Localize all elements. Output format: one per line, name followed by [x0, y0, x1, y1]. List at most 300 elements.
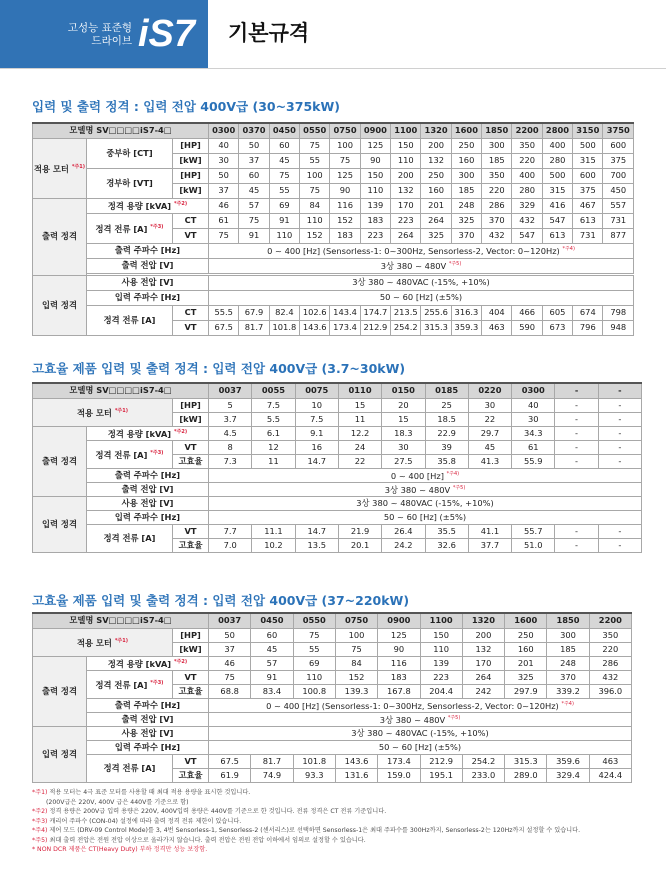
- input-frequency-value: 50 ~ 60 [Hz] (±5%): [209, 290, 634, 305]
- vt-label: VT: [173, 754, 209, 768]
- input-current-vt-row: [33, 754, 632, 768]
- value-cell: 21.9: [338, 524, 381, 538]
- capacity-label: 정격 용량 [kVA] $^{*주2)}$: [87, 656, 209, 670]
- brand-logo: iS7: [138, 13, 196, 55]
- value-cell: 467: [573, 198, 603, 213]
- output-voltage-label: 출력 전압 [V]: [87, 482, 209, 496]
- value-cell: 547: [542, 213, 572, 228]
- value-cell: 3.7: [209, 412, 252, 426]
- value-cell: 404: [482, 305, 512, 320]
- value-cell: 24.2: [382, 538, 425, 552]
- value-cell: 46: [209, 656, 251, 670]
- value-cell: -: [555, 426, 598, 440]
- value-cell: 325: [505, 670, 547, 684]
- value-cell: 27.5: [382, 454, 425, 468]
- model-cell: 0300: [209, 123, 239, 138]
- value-cell: -: [555, 412, 598, 426]
- model-label: 모델명 SV□□□□iS7-4□: [33, 123, 209, 138]
- value-cell: -: [598, 412, 641, 426]
- output-frequency-value: 0 ~ 400 [Hz] $^{*주4)}$: [209, 468, 642, 482]
- value-cell: 280: [512, 183, 542, 198]
- vt-label: VT: [173, 670, 209, 684]
- value-cell: 51.0: [512, 538, 555, 552]
- input-frequency-label: 입력 주파수 [Hz]: [87, 290, 209, 305]
- value-cell: 139: [420, 656, 462, 670]
- value-cell: 125: [378, 628, 420, 642]
- rated-current-label: 정격 전류 [A] $^{*주3)}$: [87, 440, 173, 468]
- value-cell: 110: [293, 670, 335, 684]
- value-cell: 255.6: [421, 305, 451, 320]
- value-cell: 7.3: [209, 454, 252, 468]
- value-cell: 424.4: [589, 768, 631, 782]
- model-header-row: [33, 383, 642, 398]
- model-cell: 0185: [425, 383, 468, 398]
- output-voltage-label: 출력 전압 [V]: [87, 712, 209, 726]
- output-frequency-row: [33, 243, 634, 258]
- group-applied-motor: 적용 모터 $^{*주1)}$: [33, 628, 173, 656]
- value-cell: 18.3: [382, 426, 425, 440]
- input-voltage-value: 3상 380 ~ 480VAC (-15%, +10%): [209, 275, 634, 290]
- value-cell: 7.0: [209, 538, 252, 552]
- value-cell: 74.9: [251, 768, 293, 782]
- model-cell: 1850: [547, 613, 589, 628]
- value-cell: 152: [335, 670, 377, 684]
- input-voltage-row: [33, 726, 632, 740]
- value-cell: 370: [547, 670, 589, 684]
- output-frequency-label: 출력 주파수 [Hz]: [87, 243, 209, 258]
- value-cell: 7.5: [295, 412, 338, 426]
- value-cell: 183: [378, 670, 420, 684]
- current-vt-row: [33, 670, 632, 684]
- capacity-row: [33, 198, 634, 213]
- value-cell: 248: [547, 656, 589, 670]
- value-cell: 37.7: [468, 538, 511, 552]
- value-cell: 463: [589, 754, 631, 768]
- value-cell: 174.7: [360, 305, 390, 320]
- value-cell: 22: [468, 412, 511, 426]
- footnotes: [32, 788, 642, 855]
- rated-current-label: 정격 전류 [A] $^{*주3)}$: [87, 213, 173, 243]
- value-cell: 26.4: [382, 524, 425, 538]
- rated-current-label: 정격 전류 [A] $^{*주3)}$: [87, 670, 173, 698]
- input-current-ct-row: [33, 305, 634, 320]
- value-cell: 6.1: [252, 426, 295, 440]
- value-cell: 7.5: [252, 398, 295, 412]
- output-frequency-value: 0 ~ 400 [Hz] (Sensorless-1: 0~300Hz, Sensorless-2, Vector: 0~120Hz) $^{*주4)}$: [209, 698, 632, 712]
- output-frequency-row: [33, 468, 642, 482]
- vt-label: VT: [173, 524, 209, 538]
- value-cell: 183: [360, 213, 390, 228]
- value-cell: 30: [382, 440, 425, 454]
- current-ct-row: [33, 213, 634, 228]
- value-cell: 139: [360, 198, 390, 213]
- output-voltage-row: [33, 712, 632, 726]
- value-cell: 370: [451, 228, 481, 243]
- value-cell: 289.0: [505, 768, 547, 782]
- value-cell: 83.4: [251, 684, 293, 698]
- ct-label: CT: [173, 213, 209, 228]
- value-cell: -: [598, 524, 641, 538]
- value-cell: 359.3: [451, 320, 481, 335]
- value-cell: 55: [300, 153, 330, 168]
- motor-hp-row: [33, 398, 642, 412]
- value-cell: 90: [360, 153, 390, 168]
- value-cell: 132: [421, 153, 451, 168]
- model-cell: 0750: [330, 123, 360, 138]
- model-cell: 1320: [462, 613, 504, 628]
- value-cell: 15: [382, 412, 425, 426]
- value-cell: 11: [338, 412, 381, 426]
- group-input-rating: 입력 정격: [33, 275, 87, 335]
- value-cell: 300: [547, 628, 589, 642]
- unit-kw: [kW]: [173, 183, 209, 198]
- value-cell: 75: [300, 183, 330, 198]
- value-cell: 75: [269, 168, 299, 183]
- output-voltage-row: [33, 482, 642, 496]
- value-cell: 82.4: [269, 305, 299, 320]
- group-input-rating: 입력 정격: [33, 726, 87, 782]
- value-cell: 16: [295, 440, 338, 454]
- value-cell: 339.2: [547, 684, 589, 698]
- value-cell: 590: [512, 320, 542, 335]
- group-applied-motor: 적용 모터 $^{*주1)}$: [33, 398, 173, 426]
- capacity-row: [33, 426, 642, 440]
- value-cell: -: [598, 538, 641, 552]
- input-voltage-row: [33, 496, 642, 510]
- input-frequency-row: [33, 290, 634, 305]
- value-cell: 201: [421, 198, 451, 213]
- output-voltage-label: 출력 전압 [V]: [87, 258, 209, 273]
- model-cell: 0450: [251, 613, 293, 628]
- model-cell: 2200: [512, 123, 542, 138]
- value-cell: 170: [462, 656, 504, 670]
- value-cell: 110: [360, 183, 390, 198]
- group-applied-motor: 적용 모터 $^{*주1)}$: [33, 138, 87, 198]
- value-cell: 220: [589, 642, 631, 656]
- spec-table-3: [32, 612, 632, 783]
- value-cell: 798: [603, 305, 634, 320]
- value-cell: 264: [462, 670, 504, 684]
- value-cell: 68.8: [209, 684, 251, 698]
- output-voltage-value: 3상 380 ~ 480V $^{*주5)}$: [209, 712, 632, 726]
- note-4: *주4) 제어 모드 (DRV-09 Control Mode)를 3, 4번 Sensorless-1, Sensorless-2 (센서리스)로 선택하면 Sensorless-1은 최대 주파수를 300Hz까지, Sensorless-2는 120Hz까지 설정할 수 있습니다.: [32, 827, 581, 834]
- value-cell: 91: [251, 670, 293, 684]
- value-cell: 24: [338, 440, 381, 454]
- value-cell: 170: [391, 198, 421, 213]
- input-voltage-label: 사용 전압 [V]: [87, 496, 209, 510]
- value-cell: 55.5: [209, 305, 239, 320]
- value-cell: 201: [505, 656, 547, 670]
- value-cell: 877: [603, 228, 634, 243]
- value-cell: 40: [512, 398, 555, 412]
- value-cell: 600: [573, 168, 603, 183]
- value-cell: 100: [335, 628, 377, 642]
- brand-line-2: 드라이브: [91, 35, 132, 47]
- value-cell: 674: [573, 305, 603, 320]
- value-cell: 67.5: [209, 754, 251, 768]
- value-cell: 5.5: [252, 412, 295, 426]
- input-current-label: 정격 전류 [A]: [87, 305, 173, 335]
- spec-table-1: [32, 122, 634, 336]
- page-header: [0, 0, 666, 68]
- model-cell: 1600: [505, 613, 547, 628]
- motor-ct-hp-row: [33, 138, 634, 153]
- value-cell: 57: [251, 656, 293, 670]
- model-cell: 1100: [420, 613, 462, 628]
- input-current-vt-row: [33, 524, 642, 538]
- input-voltage-label: 사용 전압 [V]: [87, 275, 209, 290]
- value-cell: 132: [391, 183, 421, 198]
- group-output-rating: 출력 정격: [33, 198, 87, 275]
- value-cell: 220: [512, 153, 542, 168]
- page-title: 기본규격: [228, 21, 310, 45]
- value-cell: 359.6: [547, 754, 589, 768]
- high-eff-label: 고효율: [173, 538, 209, 552]
- value-cell: 139.3: [335, 684, 377, 698]
- value-cell: 280: [542, 153, 572, 168]
- value-cell: 185: [482, 153, 512, 168]
- value-cell: 152: [300, 228, 330, 243]
- value-cell: 300: [482, 138, 512, 153]
- model-cell: 0037: [209, 383, 252, 398]
- value-cell: 316.3: [451, 305, 481, 320]
- value-cell: 45: [251, 642, 293, 656]
- value-cell: 12: [252, 440, 295, 454]
- value-cell: 84: [335, 656, 377, 670]
- value-cell: 613: [542, 228, 572, 243]
- value-cell: 75: [300, 138, 330, 153]
- value-cell: 110: [269, 228, 299, 243]
- header-divider: [0, 68, 666, 69]
- value-cell: 25: [425, 398, 468, 412]
- output-frequency-row: [33, 698, 632, 712]
- value-cell: 37: [209, 642, 251, 656]
- motor-hp-row: [33, 628, 632, 642]
- input-voltage-value: 3상 380 ~ 480VAC (-15%, +10%): [209, 496, 642, 510]
- section-3-title: 고효율 제품 입력 및 출력 정격 : 입력 전압 400V급 (37~220kW): [32, 593, 410, 608]
- model-cell: -: [598, 383, 641, 398]
- value-cell: 143.4: [330, 305, 360, 320]
- value-cell: 30: [468, 398, 511, 412]
- value-cell: 264: [421, 213, 451, 228]
- value-cell: 75: [330, 153, 360, 168]
- value-cell: 315.3: [421, 320, 451, 335]
- value-cell: 160: [451, 153, 481, 168]
- value-cell: 50: [209, 628, 251, 642]
- value-cell: 160: [505, 642, 547, 656]
- value-cell: 185: [547, 642, 589, 656]
- value-cell: 75: [209, 228, 239, 243]
- model-cell: 0900: [360, 123, 390, 138]
- value-cell: 110: [391, 153, 421, 168]
- model-cell: 0550: [293, 613, 335, 628]
- value-cell: 463: [482, 320, 512, 335]
- value-cell: 50: [209, 168, 239, 183]
- value-cell: 57: [239, 198, 269, 213]
- value-cell: 315.3: [505, 754, 547, 768]
- value-cell: 61: [209, 213, 239, 228]
- value-cell: 200: [391, 168, 421, 183]
- value-cell: 69: [293, 656, 335, 670]
- model-cell: 3750: [603, 123, 634, 138]
- value-cell: 12.2: [338, 426, 381, 440]
- model-cell: 0037: [209, 613, 251, 628]
- value-cell: 600: [603, 138, 634, 153]
- value-cell: 350: [589, 628, 631, 642]
- value-cell: 11: [252, 454, 295, 468]
- value-cell: 375: [573, 183, 603, 198]
- value-cell: 61.9: [209, 768, 251, 782]
- normal-duty-label: 경부하 [VT]: [87, 168, 173, 198]
- value-cell: 125: [330, 168, 360, 183]
- value-cell: 8: [209, 440, 252, 454]
- value-cell: 315: [542, 183, 572, 198]
- vt-label: VT: [173, 320, 209, 335]
- motor-vt-hp-row: [33, 168, 634, 183]
- value-cell: 67.9: [239, 305, 269, 320]
- value-cell: 45: [269, 153, 299, 168]
- group-output-rating: 출력 정격: [33, 656, 87, 726]
- value-cell: 81.7: [239, 320, 269, 335]
- section-1-title: 입력 및 출력 정격 : 입력 전압 400V급 (30~375kW): [32, 99, 340, 114]
- note-3: *주3) 캐리어 주파수 (CON-04) 설정에 따라 출력 정격 전류 제한이 있습니다.: [32, 817, 242, 825]
- value-cell: 329.4: [547, 768, 589, 782]
- input-frequency-value: 50 ~ 60 [Hz] (±5%): [209, 510, 642, 524]
- model-cell: 0750: [335, 613, 377, 628]
- model-cell: 3150: [573, 123, 603, 138]
- value-cell: 213.5: [391, 305, 421, 320]
- value-cell: 167.8: [378, 684, 420, 698]
- current-vt-row: [33, 440, 642, 454]
- brand-banner: [0, 0, 208, 68]
- value-cell: 150: [391, 138, 421, 153]
- value-cell: 159.0: [378, 768, 420, 782]
- value-cell: 264: [391, 228, 421, 243]
- value-cell: 10: [295, 398, 338, 412]
- unit-hp: [HP]: [173, 138, 209, 153]
- output-voltage-value: 3상 380 ~ 480V $^{*주5)}$: [209, 258, 634, 273]
- value-cell: -: [555, 538, 598, 552]
- value-cell: 254.2: [462, 754, 504, 768]
- value-cell: 557: [603, 198, 634, 213]
- value-cell: 69: [269, 198, 299, 213]
- value-cell: 110: [300, 213, 330, 228]
- model-cell: 0075: [295, 383, 338, 398]
- high-eff-label: 고효율: [173, 684, 209, 698]
- value-cell: -: [555, 524, 598, 538]
- input-current-label: 정격 전류 [A]: [87, 524, 173, 552]
- value-cell: 60: [239, 168, 269, 183]
- model-cell: 1850: [482, 123, 512, 138]
- value-cell: 41.1: [468, 524, 511, 538]
- value-cell: 200: [462, 628, 504, 642]
- value-cell: 37: [209, 183, 239, 198]
- model-cell: 0370: [239, 123, 269, 138]
- value-cell: 125: [360, 138, 390, 153]
- value-cell: 132: [462, 642, 504, 656]
- model-cell: 0220: [468, 383, 511, 398]
- output-frequency-label: 출력 주파수 [Hz]: [87, 468, 209, 482]
- value-cell: 18.5: [425, 412, 468, 426]
- value-cell: 45: [468, 440, 511, 454]
- value-cell: 150: [420, 628, 462, 642]
- value-cell: 15: [338, 398, 381, 412]
- input-frequency-label: 입력 주파수 [Hz]: [87, 740, 209, 754]
- group-output-rating: 출력 정격: [33, 426, 87, 496]
- value-cell: 233.0: [462, 768, 504, 782]
- value-cell: 90: [330, 183, 360, 198]
- value-cell: 613: [573, 213, 603, 228]
- input-current-label: 정격 전류 [A]: [87, 754, 173, 782]
- capacity-row: [33, 656, 632, 670]
- value-cell: 432: [589, 670, 631, 684]
- value-cell: 350: [512, 138, 542, 153]
- note-1: *주1) 적용 모터는 4극 표준 모터를 사용할 때 최대 적용 용량을 표시한 것입니다.: [32, 789, 251, 796]
- value-cell: 796: [573, 320, 603, 335]
- group-input-rating: 입력 정격: [33, 496, 87, 552]
- input-frequency-row: [33, 510, 642, 524]
- vt-label: VT: [173, 440, 209, 454]
- ct-label: CT: [173, 305, 209, 320]
- capacity-label: 정격 용량 [kVA] $^{*주2)}$: [87, 198, 209, 213]
- value-cell: 100: [300, 168, 330, 183]
- value-cell: 375: [603, 153, 634, 168]
- value-cell: 325: [451, 213, 481, 228]
- value-cell: 370: [482, 213, 512, 228]
- spec-table-2: [32, 382, 642, 553]
- value-cell: 300: [451, 168, 481, 183]
- value-cell: 90: [378, 642, 420, 656]
- value-cell: 30: [209, 153, 239, 168]
- model-cell: 1600: [451, 123, 481, 138]
- value-cell: 212.9: [360, 320, 390, 335]
- input-voltage-label: 사용 전압 [V]: [87, 726, 209, 740]
- model-label: 모델명 SV□□□□iS7-4□: [33, 383, 209, 398]
- model-cell: 0110: [338, 383, 381, 398]
- value-cell: 500: [573, 138, 603, 153]
- value-cell: 605: [542, 305, 572, 320]
- capacity-label: 정격 용량 [kVA] $^{*주2)}$: [87, 426, 209, 440]
- value-cell: 183: [330, 228, 360, 243]
- value-cell: 39: [425, 440, 468, 454]
- value-cell: 67.5: [209, 320, 239, 335]
- value-cell: 11.1: [252, 524, 295, 538]
- value-cell: 152: [330, 213, 360, 228]
- output-frequency-value: 0 ~ 400 [Hz] (Sensorless-1: 0~300Hz, Sensorless-2, Vector: 0~120Hz) $^{*주4)}$: [209, 243, 634, 258]
- value-cell: 200: [421, 138, 451, 153]
- input-frequency-value: 50 ~ 60 [Hz] (±5%): [209, 740, 632, 754]
- input-voltage-row: [33, 275, 634, 290]
- value-cell: 673: [542, 320, 572, 335]
- value-cell: 450: [603, 183, 634, 198]
- value-cell: 212.9: [420, 754, 462, 768]
- value-cell: 173.4: [330, 320, 360, 335]
- value-cell: 5: [209, 398, 252, 412]
- value-cell: 13.5: [295, 538, 338, 552]
- value-cell: 242: [462, 684, 504, 698]
- value-cell: 250: [451, 138, 481, 153]
- value-cell: 432: [482, 228, 512, 243]
- value-cell: 160: [421, 183, 451, 198]
- input-voltage-value: 3상 380 ~ 480VAC (-15%, +10%): [209, 726, 632, 740]
- value-cell: -: [598, 440, 641, 454]
- value-cell: 396.0: [589, 684, 631, 698]
- value-cell: 55.7: [512, 524, 555, 538]
- value-cell: 55: [293, 642, 335, 656]
- value-cell: 30: [512, 412, 555, 426]
- value-cell: 250: [421, 168, 451, 183]
- value-cell: 75: [239, 213, 269, 228]
